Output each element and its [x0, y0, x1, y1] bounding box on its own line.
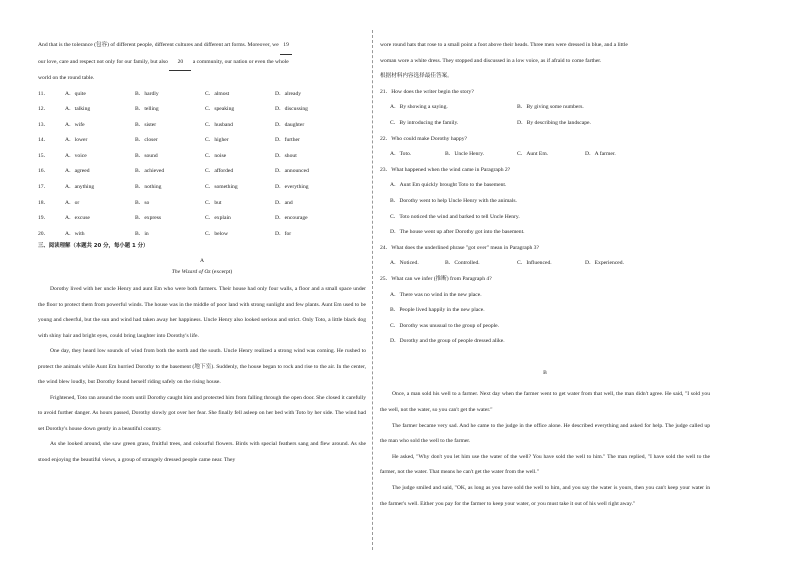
option-row: 14． A．lower B．closer C．higher D．further [38, 137, 300, 144]
option[interactable]: B．By giving some numbers. [517, 104, 584, 111]
question-stem: 23．What happened when the wind came in Paragraph 2? [380, 166, 511, 173]
passage-a-letter: A [199, 257, 205, 264]
intro-line-3: world on the round table. [38, 75, 95, 81]
question-22 [380, 132, 710, 163]
option[interactable]: B．People lived happily in the new place. [390, 307, 485, 314]
passage-a-continued-2: woman wore a white dress. They stopped and discussed in a low voice, as if afraid to come farther. [380, 57, 602, 64]
passage-b-paragraph-3: He asked, "Why don't you let him use the water of the well? You have sold the well to him." The man replied, "I have sold the well to the farmer, not the water. That means he can't get the water from the well." [380, 453, 710, 476]
passage-a-paragraph-2: One day, they heard low sounds of wind from both the north and the south. Uncle Henry realized a strong wind was coming. He rushed to protect the animals while Aunt Em hurried Dorothy to the basement (地下室). Suddenly, the house began to rock and rise to the air. In the center, the wind blew loudly, but Dorothy found herself riding safely on the rising house. [38, 348, 366, 386]
option[interactable]: D．The house went up after Dorothy got into the basement. [390, 229, 525, 236]
option[interactable]: B．Dorothy went to help Uncle Henry with the animals. [390, 197, 517, 204]
option[interactable]: A．By showing a saying. [390, 104, 448, 111]
option-row: 12． A．talking B．telling C．speaking D．discussing [38, 106, 308, 113]
blank-20: 20 [169, 55, 191, 72]
option[interactable]: D．A farmer. [585, 151, 616, 158]
question-stem: 22．Who could make Dorothy happy? [380, 135, 467, 142]
passage-b-paragraph-2: The farmer became very sad. And he came to the judge in the office alone. He described everything and asked for help. The judge called up the man who sold the well to the farmer. [380, 422, 710, 445]
option[interactable]: C．By introducing the family. [390, 119, 459, 126]
question-23 [380, 163, 710, 241]
right-column [380, 38, 710, 512]
instruction: 根据材料内容选择最佳答案。 [380, 73, 453, 80]
passage-b-paragraph-4: The judge smiled and said, "OK, as long as you have sold the well to him, and you say the water is yours, then you can't keep your water in the farmer's well. Either you pay for the farmer to keep your water, or you must take it out of his well right away." [380, 485, 710, 507]
option[interactable]: C．Dorothy was unusual to the group of people. [390, 322, 500, 329]
option-row: 13． A．wife B．sister C．husband D．daughter [38, 121, 305, 128]
option-row: 16． A．agreed B．achieved C．afforded D．announced [38, 168, 309, 175]
option-row: 17． A．anything B．nothing C．something D．everything [38, 184, 309, 191]
option[interactable]: A．Aunt Em quickly brought Toto to the basement. [390, 182, 507, 189]
cloze-options [38, 87, 366, 243]
option-row: 11． A．quite B．hardly C．almost D．already [38, 90, 302, 97]
option-row: 15． A．voice B．sound C．noise D．shout [38, 152, 297, 159]
option[interactable]: B．Uncle Henry. [445, 151, 485, 158]
option[interactable]: C．Aunt Em. [517, 151, 549, 158]
blank-19: 19 [280, 38, 292, 55]
cloze-intro [38, 38, 366, 87]
option[interactable]: A．Noticed. [390, 260, 419, 267]
option-row: 18． A．or B．so C．but D．and [38, 199, 293, 206]
question-stem: 21．How does the writer begin the story? [380, 88, 474, 95]
intro-line-1: And that is the tolerance (包容) of different people, different cultures and different art forms. Moreover, we 19 [38, 38, 366, 55]
left-column [38, 38, 366, 468]
option-row: 20． A．with B．in C．below D．for [38, 230, 292, 237]
question-24 [380, 241, 710, 272]
question-stem: 25．What can we infer (推断) from Paragraph 4? [380, 275, 492, 282]
option[interactable]: B．Controlled. [445, 260, 480, 267]
passage-a-paragraph-1: Dorothy lived with her uncle Henry and aunt Em who were both farmers. Their house had only four walls, a floor and a small space under the floor to protect them from powerful winds. The house was in the middle of poor land with strong sunlight and few plants. Aunt Em used to be young and cheerful, but the sun and wind had taken away her happiness. Uncle Henry also looked serious and strict. Only Toto, a little black dog with shiny hair and bright eyes, could bring laughter into Dorothy's life. [38, 286, 366, 339]
passage-a-continued-1: wore round hats that rose to a small point a foot above their heads. Three men were dressed in blue, and a little [380, 42, 628, 48]
option[interactable]: D．Experienced. [585, 260, 624, 267]
passage-a-title: The Wizard of Oz (excerpt) [171, 269, 233, 276]
passage-b-body [380, 387, 710, 512]
passage-b-paragraph-1: Once, a man sold his well to a farmer. Next day when the farmer went to get water from that well, the man didn't agree. He said, "I sold you the well, not the water, so you can't get the water." [380, 391, 710, 414]
passage-a-body [38, 282, 366, 468]
passage-b-letter: B [543, 369, 547, 376]
question-25 [380, 272, 710, 350]
option[interactable]: A．Toto. [390, 151, 412, 158]
option-row: 19． A．excuse B．express C．explain D．encourage [38, 215, 308, 222]
question-stem: 24．What does the underlined phrase "got over" mean in Paragraph 3? [380, 244, 539, 251]
option[interactable]: C．Influenced. [517, 260, 552, 267]
option[interactable]: D．Dorothy and the group of people dressed alike. [390, 338, 505, 345]
intro-line-2: our love, care and respect not only for our family, but also 20 a community, our nation or even the whole [38, 55, 366, 72]
passage-a-paragraph-3: Frightened, Toto ran around the room until Dorothy caught him and protected him from falling through the open door. She closed it carefully to avoid further danger. As hours passed, Dorothy slowly got over her fear. She finally fell asleep on her bed with Toto by her side. The wind had set Dorothy's house down gently in a beautiful country. [38, 394, 366, 432]
option[interactable]: D．By describing the landscape. [517, 119, 591, 126]
passage-a-paragraph-4: As she looked around, she saw green grass, fruitful trees, and colourful flowers. Birds with special feathers sang and flew around. As she stood enjoying the beautiful views, a group of strangely dressed people came near. They [38, 441, 366, 463]
section-heading: 三、阅读理解（本题共 20 分，每小题 1 分） [38, 243, 149, 250]
column-divider [372, 30, 373, 550]
option[interactable]: A．There was no wind in the new place. [390, 291, 482, 298]
question-21 [380, 85, 710, 132]
option[interactable]: C．Toto noticed the wind and barked to tell Uncle Henry. [390, 213, 520, 220]
